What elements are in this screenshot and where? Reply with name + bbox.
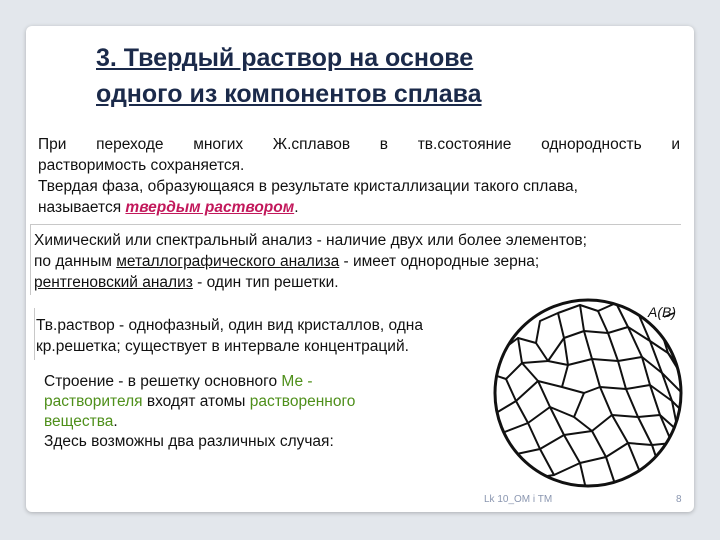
intro-line-3: Твердая фаза, образующаяся в результате кристаллизации такого сплава,: [38, 178, 578, 195]
structure-t7: .: [113, 413, 118, 430]
intro-line-4: [38, 197, 680, 218]
intro-line-1: При переходе многих Ж.сплавов в тв.состояние однородность и: [38, 136, 680, 153]
analysis-line-2: [34, 251, 682, 272]
slide-title: [96, 40, 616, 112]
grain-structure-figure: [488, 283, 688, 495]
structure-substance: вещества: [44, 413, 114, 430]
analysis-line-2-prefix: по данным: [34, 253, 117, 270]
phase-paragraph: [36, 315, 506, 357]
analysis-line-1: Химический или спектральный анализ - наличие двух или более элементов;: [34, 232, 587, 249]
structure-t4: входят атомы: [142, 393, 250, 410]
title-line-2: одного из компонентов сплава: [96, 80, 482, 108]
title-line-1: 3. Твердый раствор на основе: [96, 44, 474, 72]
phase-rule: [34, 308, 35, 360]
intro-line-4-prefix: называется: [38, 199, 126, 216]
analysis-line-2-suffix: - имеет однородные зерна;: [339, 253, 540, 270]
structure-t1: Строение - в решетку основного: [44, 373, 282, 390]
structure-line-4: Здесь возможны два различных случая:: [44, 433, 334, 450]
solid-solution-term: твердым раствором: [125, 199, 295, 216]
phase-line-1: Тв.раствор - однофазный, один вид кристаллов, одна: [36, 317, 423, 334]
figure-label: A(B): [648, 304, 676, 320]
intro-line-4-suffix: .: [294, 199, 299, 216]
intro-line-2: растворимость сохраняется.: [38, 157, 245, 174]
phase-line-2: кр.решетка; существует в интервале концентраций.: [36, 338, 409, 355]
page-number: 8: [676, 494, 682, 505]
footer-lecture-label: Lk 10_OM i TM: [484, 494, 553, 505]
structure-paragraph: [44, 372, 484, 452]
intro-paragraph: [38, 134, 680, 218]
structure-metal: Ме -: [281, 373, 313, 390]
structure-dissolved: растворенного: [249, 393, 356, 410]
analysis-line-3-suffix: - один тип решетки.: [192, 274, 339, 291]
structure-solvent: растворителя: [44, 393, 143, 410]
xray-term: рентгеновский анализ: [34, 274, 193, 291]
metallographic-term: металлографического анализа: [116, 253, 340, 270]
